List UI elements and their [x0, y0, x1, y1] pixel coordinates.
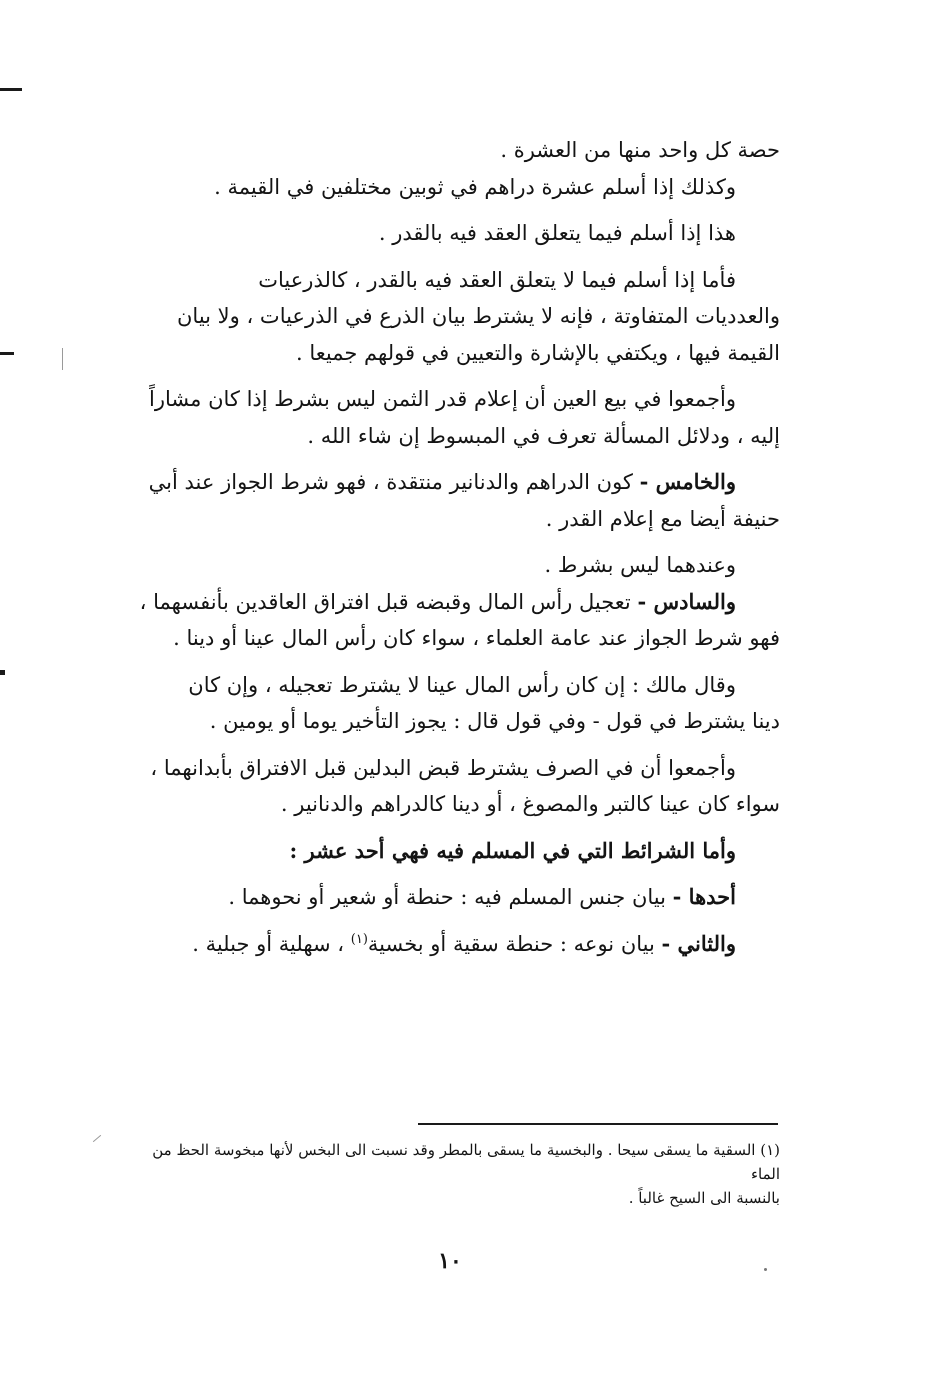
- section-lead: والثاني -: [661, 930, 736, 956]
- text-line: [128, 879, 736, 916]
- text-line: القيمة فيها ، ويكتفي بالإشارة والتعيين في قولهم جميعا .: [296, 340, 780, 365]
- text-line: حنيفة أيضا مع إعلام القدر .: [545, 506, 780, 531]
- text-line: سواء كان عينا كالتبر والمصوغ ، أو دينا كالدراهم والدنانير .: [280, 792, 780, 816]
- text-line: وأما الشرائط التي في المسلم فيه فهي أحد عشر :: [289, 837, 736, 863]
- paragraph: [128, 169, 780, 206]
- footnote: [140, 1138, 780, 1210]
- paragraph: [128, 667, 780, 740]
- section-lead: والسادس -: [637, 588, 736, 614]
- footnote-line: بالنسبة الى السيح غالباً .: [628, 1189, 780, 1207]
- paragraph: [128, 750, 780, 823]
- scan-edge-mark: [0, 670, 5, 675]
- text-span: بيان نوعه : حنطة سقية أو بخسية: [367, 931, 655, 956]
- paragraph: [128, 926, 780, 963]
- paragraph: [128, 381, 780, 454]
- paragraph: [128, 584, 780, 657]
- text-line: وأجمعوا أن في الصرف يشترط قبض البدلين قبل الافتراق بأبدانهما ،: [150, 755, 736, 780]
- text-line: [128, 926, 736, 963]
- text-line: وكذلك إذا أسلم عشرة دراهم في ثوبين مختلفين في القيمة .: [214, 174, 736, 199]
- text-span: تعجيل رأس المال وقبضه قبل افتراق العاقدين بأنفسهما ،: [139, 589, 631, 614]
- paragraph: [128, 879, 780, 916]
- text-span: كون الدراهم والدنانير منتقدة ، فهو شرط الجواز عند أبي: [148, 470, 633, 494]
- text-line: حصة كل واحد منها من العشرة .: [500, 138, 780, 162]
- section-heading: [128, 833, 780, 870]
- main-text: [128, 132, 780, 962]
- paragraph: [128, 132, 780, 169]
- text-line: هذا إذا أسلم فيما يتعلق العقد فيه بالقدر .: [378, 221, 736, 245]
- paragraph: [128, 547, 780, 584]
- scan-edge-mark: [0, 88, 22, 91]
- text-span: بيان جنس المسلم فيه : حنطة أو شعير أو نحوهما .: [228, 885, 666, 909]
- text-line: دينا يشترط في قول - وفي قول قال : يجوز التأخير يوما أو يومين .: [209, 709, 780, 733]
- scan-edge-mark: [0, 352, 14, 355]
- paragraph: [128, 215, 780, 252]
- scan-speck: [93, 1135, 101, 1142]
- footnote-line: (١) السقية ما يسقى سيحا . والبخسية ما يسقى بالمطر وقد نسبت الى البخس لأنها مبخوسة الحظ من الماء: [152, 1141, 780, 1183]
- scan-speck: [62, 348, 63, 370]
- section-lead: أحدها -: [672, 884, 736, 909]
- text-line: وعندهما ليس بشرط .: [544, 553, 736, 577]
- paragraph: [128, 464, 780, 537]
- text-span: ، سهلية أو جبلية .: [192, 931, 345, 956]
- text-line: فأما إذا أسلم فيما لا يتعلق العقد فيه بالقدر ، كالذرعيات: [258, 267, 736, 292]
- page-number: ١٠: [438, 1248, 462, 1274]
- text-line: إليه ، ودلائل المسألة تعرف في المبسوط إن شاء الله .: [307, 423, 780, 448]
- footnote-divider: [418, 1123, 778, 1125]
- scan-speck: [764, 1268, 767, 1271]
- footnote-reference: (١): [350, 931, 368, 947]
- text-line: [128, 584, 780, 621]
- text-line: وقال مالك : إن كان رأس المال عينا لا يشترط تعجيله ، وإن كان: [188, 672, 736, 697]
- paragraph: [128, 262, 780, 372]
- text-line: وأجمعوا في بيع العين أن إعلام قدر الثمن ليس بشرط إذا كان مشاراً: [149, 387, 736, 411]
- text-line: والعدديات المتفاوتة ، فإنه لا يشترط بيان الذرع في الذرعيات ، ولا بيان: [177, 304, 780, 328]
- text-line: فهو شرط الجواز عند عامة العلماء ، سواء كان رأس المال عينا أو دينا .: [173, 626, 780, 650]
- text-line: [128, 464, 780, 501]
- section-lead: والخامس -: [639, 469, 736, 494]
